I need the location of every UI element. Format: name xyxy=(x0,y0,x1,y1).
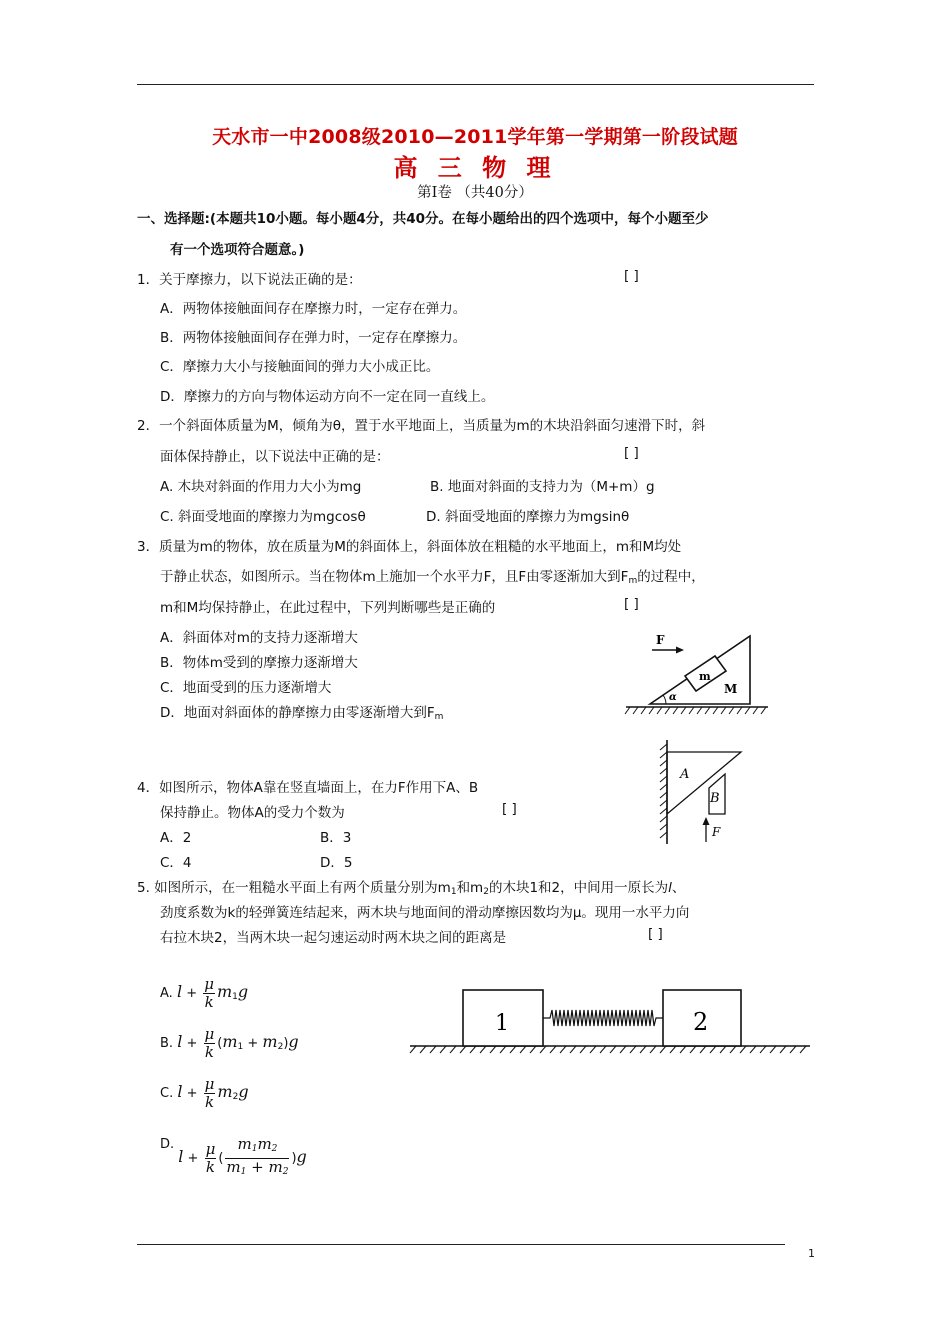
q4-option-b: B．3 xyxy=(320,830,352,846)
q5-ground-hatching xyxy=(410,1046,806,1053)
page-number: 1 xyxy=(808,1247,815,1260)
q3-label-big-m: M xyxy=(724,682,738,696)
q3-option-d-text: D．地面对斜面体的静摩擦力由零逐渐增大到F xyxy=(160,705,435,721)
q2-option-a: A. 木块对斜面的作用力大小为mg xyxy=(160,479,362,495)
subject-title: 高 三 物 理 xyxy=(393,153,557,182)
q1-option-c: C．摩擦力大小与接触面间的弹力大小成正比。 xyxy=(160,359,440,375)
q5-stem-line1: 5. 如图所示，在一粗糙水平面上有两个质量分别为$m_1$和$m_2$的木块1和2，中间用一原长为l、 xyxy=(137,880,686,897)
q5-option-a: A. l + $\frac{\mu}{k}$ $m_1g$ xyxy=(160,975,249,1011)
q3-stem-line2-start: 于静止状态，如图所示。当在物体m上施加一个水平力F，且F由零逐渐加大到F xyxy=(160,569,629,585)
q4-stem-line1: 4．如图所示，物体A靠在竖直墙面上，在力F作用下A、B xyxy=(137,780,479,796)
q4-force-arrowhead xyxy=(703,817,710,825)
q5-option-d-label: D. xyxy=(160,1137,175,1152)
q1-option-a: A．两物体接触面间存在摩擦力时，一定存在弹力。 xyxy=(160,301,467,317)
q3-stem-line1: 3．质量为m的物体，放在质量为M的斜面体上，斜面体放在粗糙的水平地面上，m和M均处 xyxy=(137,539,682,555)
section-heading-line2: 有一个选项符合题意。) xyxy=(170,242,305,258)
q4-wall-hatching xyxy=(660,744,667,838)
q3-option-c: C．地面受到的压力逐渐增大 xyxy=(160,680,332,696)
q5-option-c: C. l + $\frac{\mu}{k}$ $m_2g$ xyxy=(160,1075,249,1111)
q3-stem-line3: m和M均保持静止，在此过程中，下列判断哪些是正确的 xyxy=(160,600,496,616)
q3-incline-figure xyxy=(618,628,774,718)
q3-force-arrowhead xyxy=(676,647,684,654)
q4-block-a xyxy=(667,752,741,814)
q2-option-d: D. 斜面受地面的摩擦力为mgsinθ xyxy=(426,509,630,525)
q3-option-b: B．物体m受到的摩擦力逐渐增大 xyxy=(160,655,358,671)
q4-wall-figure xyxy=(655,738,747,848)
q3-label-alpha: α xyxy=(669,692,677,703)
q3-ground-hatching xyxy=(625,707,766,714)
footer-rule xyxy=(137,1244,785,1245)
q5-label-block-2: 2 xyxy=(693,1008,709,1036)
q5-stem-line2: 劲度系数为k的轻弹簧连结起来，两木块与地面间的滑动摩擦因数均为μ。现用一水平力向 xyxy=(160,905,690,921)
q3-label-m: m xyxy=(699,670,711,683)
q3-label-f: F xyxy=(656,633,665,647)
q1-bracket: [ ] xyxy=(624,268,639,284)
q5-bracket: [ ] xyxy=(648,926,663,942)
q4-option-d: D．5 xyxy=(320,855,353,871)
q3-angle-arc xyxy=(663,695,666,704)
q5-spring-figure xyxy=(408,984,812,1056)
q3-stem-line2-end: 的过程中， xyxy=(637,569,705,585)
q4-option-c: C．4 xyxy=(160,855,192,871)
q1-stem: 1．关于摩擦力，以下说法正确的是： xyxy=(137,272,362,288)
part-label: 第Ⅰ卷 （共40分） xyxy=(417,185,533,201)
q5-option-b-label: B. xyxy=(160,1036,174,1051)
q3-bracket: [ ] xyxy=(624,596,639,612)
q4-bracket: [ ] xyxy=(502,801,517,817)
q4-option-a: A．2 xyxy=(160,830,192,846)
q5-option-c-label: C. xyxy=(160,1086,174,1101)
q1-option-d: D．摩擦力的方向与物体运动方向不一定在同一直线上。 xyxy=(160,389,495,405)
q2-bracket: [ ] xyxy=(624,445,639,461)
q3-stem-line2 xyxy=(160,565,705,586)
q2-stem-line1: 2．一个斜面体质量为M，倾角为θ，置于水平地面上，当质量为m的木块沿斜面匀速滑下时，斜 xyxy=(137,418,706,434)
q3-option-d xyxy=(160,701,443,722)
section-heading-line1: 一、选择题:(本题共10小题。每小题4分，共40分。在每小题给出的四个选项中，每个小题至少 xyxy=(137,211,709,227)
q4-label-b: B xyxy=(710,791,720,806)
q5-option-a-label: A. xyxy=(160,986,173,1001)
q4-stem-line2: 保持静止。物体A的受力个数为 xyxy=(160,805,345,821)
q3-fm-subscript: m xyxy=(628,576,638,586)
q5-spring xyxy=(543,1010,663,1026)
q2-stem-line2: 面体保持静止，以下说法中正确的是： xyxy=(160,449,390,465)
q5-option-b: B. l + $\frac{\mu}{k}$ $(m_1 + m_2)g$ xyxy=(160,1025,299,1061)
q3-option-d-subscript: m xyxy=(434,712,444,722)
q5-stem-line3: 右拉木块2，当两木块一起匀速运动时两木块之间的距离是 xyxy=(160,930,507,946)
q1-option-b: B．两物体接触面间存在弹力时，一定存在摩擦力。 xyxy=(160,330,467,346)
q5-label-block-1: 1 xyxy=(495,1011,509,1036)
top-rule xyxy=(137,84,814,85)
exam-title: 天水市一中2008级2010—2011学年第一学期第一阶段试题 xyxy=(212,126,738,148)
q4-label-f: F xyxy=(712,825,721,839)
q4-label-a: A xyxy=(680,767,690,782)
q2-option-c: C. 斜面受地面的摩擦力为mgcosθ xyxy=(160,509,366,525)
q2-option-b: B. 地面对斜面的支持力为（M+m）g xyxy=(430,479,655,495)
q3-option-a: A．斜面体对m的支持力逐渐增大 xyxy=(160,630,358,646)
q5-option-d: D. l + $\frac{\mu}{k}$ ( $\frac{m_1m_2}{m_1 + m_2}$ )g xyxy=(160,1135,307,1177)
